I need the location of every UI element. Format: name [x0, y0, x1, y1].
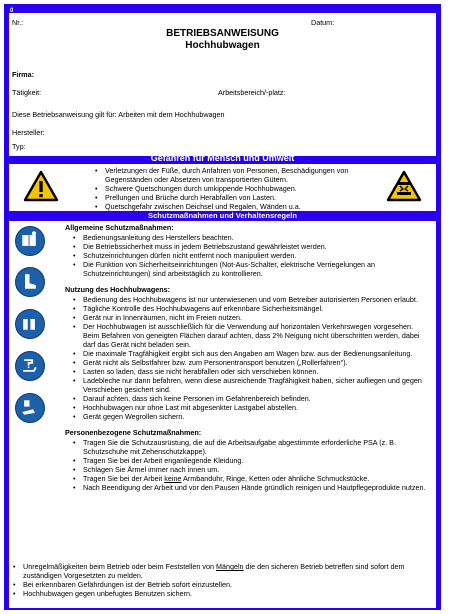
jewel-text-pre: Tragen Sie bei der Arbeit	[83, 474, 165, 483]
list-item: • Tägliche Kontrolle des Hochhubwagens auf erkennbare Sicherheitsmängel.	[69, 304, 430, 313]
stoerung-text-pre: Unregelmäßigkeiten beim Betrieb oder beim Feststellen von	[23, 562, 216, 571]
taetigkeit-label: Tätigkeit:	[12, 88, 42, 97]
anwendung-section	[9, 108, 436, 152]
list-item: • Die Funktion von Sicherheitseinrichtungen (Not-Aus-Schalter, elektrische Verriegelungen an Schutzeinrichtungen) sind arbeitstäglich zu kontrollieren.	[69, 260, 430, 278]
list-item: • Quetschgefahr zwischen Deichsel und Regalen, Wänden u.a.	[91, 202, 361, 211]
list-item: • Hochhubwagen nur ohne Last mit abgesenkter Lastgabel abstellen.	[69, 403, 430, 412]
list-item: • Bei erkennbaren Gefährdungen ist der Betrieb sofort einzustellen.	[9, 580, 429, 589]
list-item: • Schlagen Sie Ärmel immer nach innen um.	[69, 465, 430, 474]
list-item: • Gerät gegen Wegrollen sichern.	[69, 412, 430, 421]
safety-boot-icon	[15, 267, 45, 297]
list-item: • Bedienungsanleitung des Herstellers beachten.	[69, 233, 430, 242]
stoerungen-heading: Verhalten bei Störungen	[170, 549, 275, 559]
hersteller-label: Hersteller:	[12, 128, 45, 137]
gefahren-heading: Gefahren für Mensch und Umwelt	[150, 153, 295, 163]
list-item: • Schutzeinrichtungen dürfen nicht entfernt noch manipuliert werden.	[69, 251, 430, 260]
schutz-section	[9, 221, 436, 561]
gefahren-list	[91, 166, 361, 211]
list-item: • Gerät nicht als Selbstfahrer bzw. zum Personentransport benutzen („Rollerfahren").	[69, 358, 430, 367]
warning-triangle-icon	[23, 170, 59, 202]
list-item: • Lasten so laden, dass sie nicht herabfallen oder sich verschieben können.	[69, 367, 430, 376]
list-item	[69, 474, 430, 483]
jewel-text-emphasis: keine	[164, 474, 182, 483]
stoerungen-section	[9, 560, 436, 608]
page-title: BETRIEBSANWEISUNG	[166, 28, 279, 39]
stoerung-text-emphasis: Mängeln	[215, 562, 244, 571]
list-item: • Verletzungen der Füße, durch Anfahren von Personen, Beschädigungen von Gegenständen oder Absetzen von transportierten Gütern.	[91, 166, 361, 184]
person-list	[69, 438, 430, 492]
list-item: • Tragen Sie die Schutzausrüstung, die auf die Arbeitsaufgabe abgestimmte erforderliche PSA (z. B. Schutzschuhe mit Zehenschutzkappe).	[69, 438, 430, 456]
schutz-text	[65, 223, 430, 492]
allgemein-list	[69, 233, 430, 278]
stoerungen-list	[9, 562, 429, 598]
nutzung-list	[69, 295, 430, 421]
gloves-icon	[15, 309, 45, 339]
datum-label: Datum:	[311, 18, 335, 27]
nr-label: Nr.:	[12, 18, 24, 27]
corner-label: 0	[10, 8, 14, 14]
nutzung-title: Nutzung des Hochhubwagens:	[65, 285, 171, 294]
skin-care-icon	[15, 393, 45, 423]
document-frame	[4, 4, 441, 610]
list-item: • Bedienung des Hochhubwagens ist nur unterwiesenen und vom Betreiber autorisierten Personen erlaubt.	[69, 295, 430, 304]
list-item: • Nach Beendigung der Arbeit und vor den Pausen Hände gründlich reinigen und Hautpflegeprodukte nutzen.	[69, 483, 430, 492]
list-item: • Die Betriebssicherheit muss in jedem Betriebszustand gewährleistet werden.	[69, 242, 430, 251]
list-item: • Ladebleche nur dann befahren, wenn diese ausreichende Tragfähigkeit haben, sicher aufliegen und gegen Verschieben gesichert sind.	[69, 376, 430, 394]
stoerung-text-post: die den sicheren Betrieb betreffen sind sofort dem zuständigen Vorgesetzten zu melden.	[23, 562, 405, 580]
crush-hazard-icon	[386, 170, 422, 202]
page-subtitle: Hochhubwagen	[185, 40, 260, 51]
person-title: Personenbezogene Schutzmaßnahmen:	[65, 428, 202, 437]
list-item: • Gerät nur in Innenräumen, nicht im Freien nutzen.	[69, 313, 430, 322]
arbeitsbereich-label: Arbeitsbereich/-platz:	[218, 88, 286, 97]
jewel-text-post: Armbanduhr, Ringe, Ketten oder ähnliche Schmuckstücke.	[181, 474, 370, 483]
manual-icon	[15, 226, 45, 256]
list-item: • Schwere Quetschungen durch umkippende Hochhubwagen.	[91, 184, 361, 193]
list-item: • Prellungen und Brüche durch Herabfallen von Lasten.	[91, 193, 361, 202]
typ-label: Typ:	[12, 142, 26, 151]
schutz-heading: Schutzmaßnahmen und Verhaltensregeln	[148, 211, 297, 220]
firma-label: Firma:	[12, 70, 34, 79]
anwendung-heading: Anwendungsbereich	[178, 97, 267, 107]
list-item: • Tragen Sie bei der Arbeit enganliegende Kleidung.	[69, 456, 430, 465]
gefahren-section	[9, 164, 436, 211]
list-item	[9, 562, 429, 580]
list-item: • Der Hochhubwagen ist ausschließlich für die Verwendung auf horizontalen Verkehrswegen vorgesehen. Beim Befahren von geneigten Flächen darauf achten, dass 2% Neigung nicht überschritten werden, dabei darf das Gerät nicht beladen sein.	[69, 322, 430, 349]
list-item: • Die maximale Tragfähigkeit ergibt sich aus den Angaben am Wagen bzw. aus der Bedienungsanleitung.	[69, 349, 430, 358]
list-item: • Hochhubwagen gegen unbefugtes Benutzen sichern.	[9, 589, 429, 598]
allgemein-title: Allgemeine Schutzmaßnahmen:	[65, 223, 174, 232]
anwendung-text: Diese Betriebsanweisung gilt für: Arbeiten mit dem Hochhubwagen	[12, 110, 225, 119]
hand-wash-icon	[15, 351, 45, 381]
list-item: • Darauf achten, dass sich keine Personen im Gefahrenbereich befinden.	[69, 394, 430, 403]
